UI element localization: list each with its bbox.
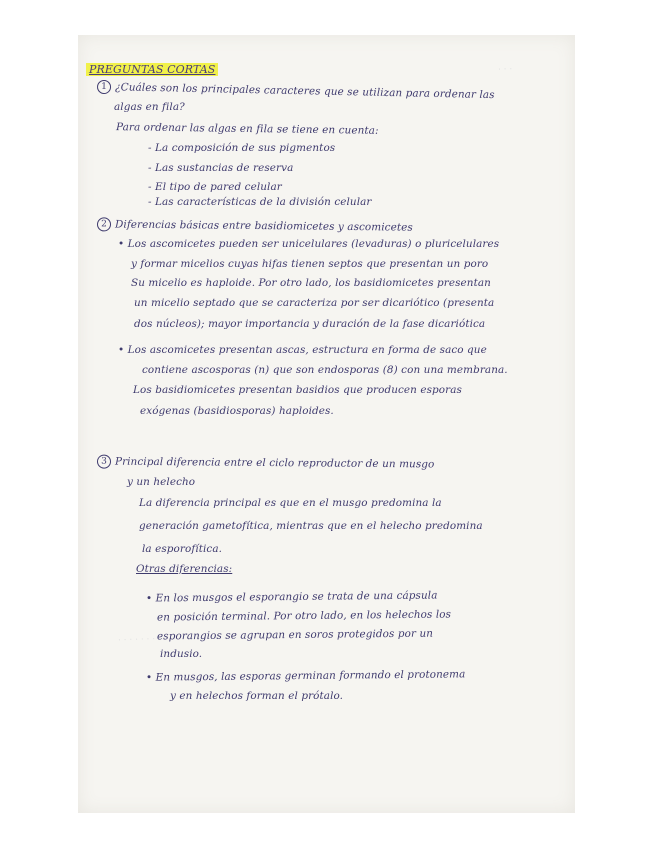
answer-3-line: • En musgos, las esporas germinan formando el protonema [145, 668, 466, 684]
answer-3-line: generación gametofítica, mientras que en el helecho predomina [139, 520, 483, 532]
question-number: 3 [97, 455, 111, 469]
answer-3-line: indusio. [160, 648, 203, 660]
answer-1-item: - Las características de la división celular [148, 196, 372, 208]
question-number: 1 [97, 80, 111, 94]
answer-3-line: en posición terminal. Por otro lado, en los helechos los [156, 608, 452, 624]
answer-3-line: • En los musgos el esporangio se trata de una cápsula [145, 589, 438, 605]
question-2: 2 Diferencias básicas entre basidiomicetes y ascomicetes [97, 217, 413, 234]
question-1-line-2: algas en fila? [114, 101, 185, 113]
bleed-through-mark: · · · · · · · · · · [117, 634, 173, 646]
answer-2-line: y formar micelios cuyas hifas tienen septos que presentan un poro [131, 258, 489, 270]
answer-3-line: esporangios se agrupan en soros protegidos por un [156, 627, 434, 643]
answer-2-line: Su micelio es haploide. Por otro lado, los basidiomicetes presentan [131, 277, 491, 289]
answer-3-line: La diferencia principal es que en el musgo predomina la [139, 497, 442, 509]
answer-2-line: exógenas (basidiosporas) haploides. [140, 405, 334, 417]
question-3: 3 Principal diferencia entre el ciclo reproductor de un musgo [97, 455, 434, 472]
question-1: 1 ¿Cuáles son los principales caracteres que se utilizan para ordenar las [97, 80, 495, 102]
answer-2-line: • Los ascomicetes pueden ser unicelulares (levaduras) o pluricelulares [118, 238, 500, 250]
question-number: 2 [97, 217, 111, 231]
other-differences-title: Otras diferencias: [136, 563, 233, 575]
answer-1-item: - Las sustancias de reserva [148, 162, 294, 174]
answer-2-line: • Los ascomicetes presentan ascas, estructura en forma de saco que [118, 344, 487, 356]
answer-1-intro: Para ordenar las algas en fila se tiene en cuenta: [115, 121, 379, 137]
bleed-through-mark: · · · [497, 64, 513, 76]
answer-2-line: contiene ascosporas (n) que son endosporas (8) con una membrana. [142, 364, 508, 376]
answer-3-line: la esporofítica. [142, 543, 223, 555]
answer-2-line: Los basidiomicetes presentan basidios que producen esporas [133, 384, 462, 396]
answer-1-item: - El tipo de pared celular [148, 181, 282, 193]
answer-2-line: un micelio septado que se caracteriza por ser dicariótico (presenta [134, 297, 495, 309]
answer-1-item: - La composición de sus pigmentos [148, 142, 336, 154]
page-title: PREGUNTAS CORTAS [86, 63, 218, 77]
answer-3-line: y en helechos forman el prótalo. [170, 690, 344, 702]
answer-2-line: dos núcleos); mayor importancia y duración de la fase dicariótica [134, 318, 486, 330]
question-3-line-2: y un helecho [127, 476, 196, 488]
